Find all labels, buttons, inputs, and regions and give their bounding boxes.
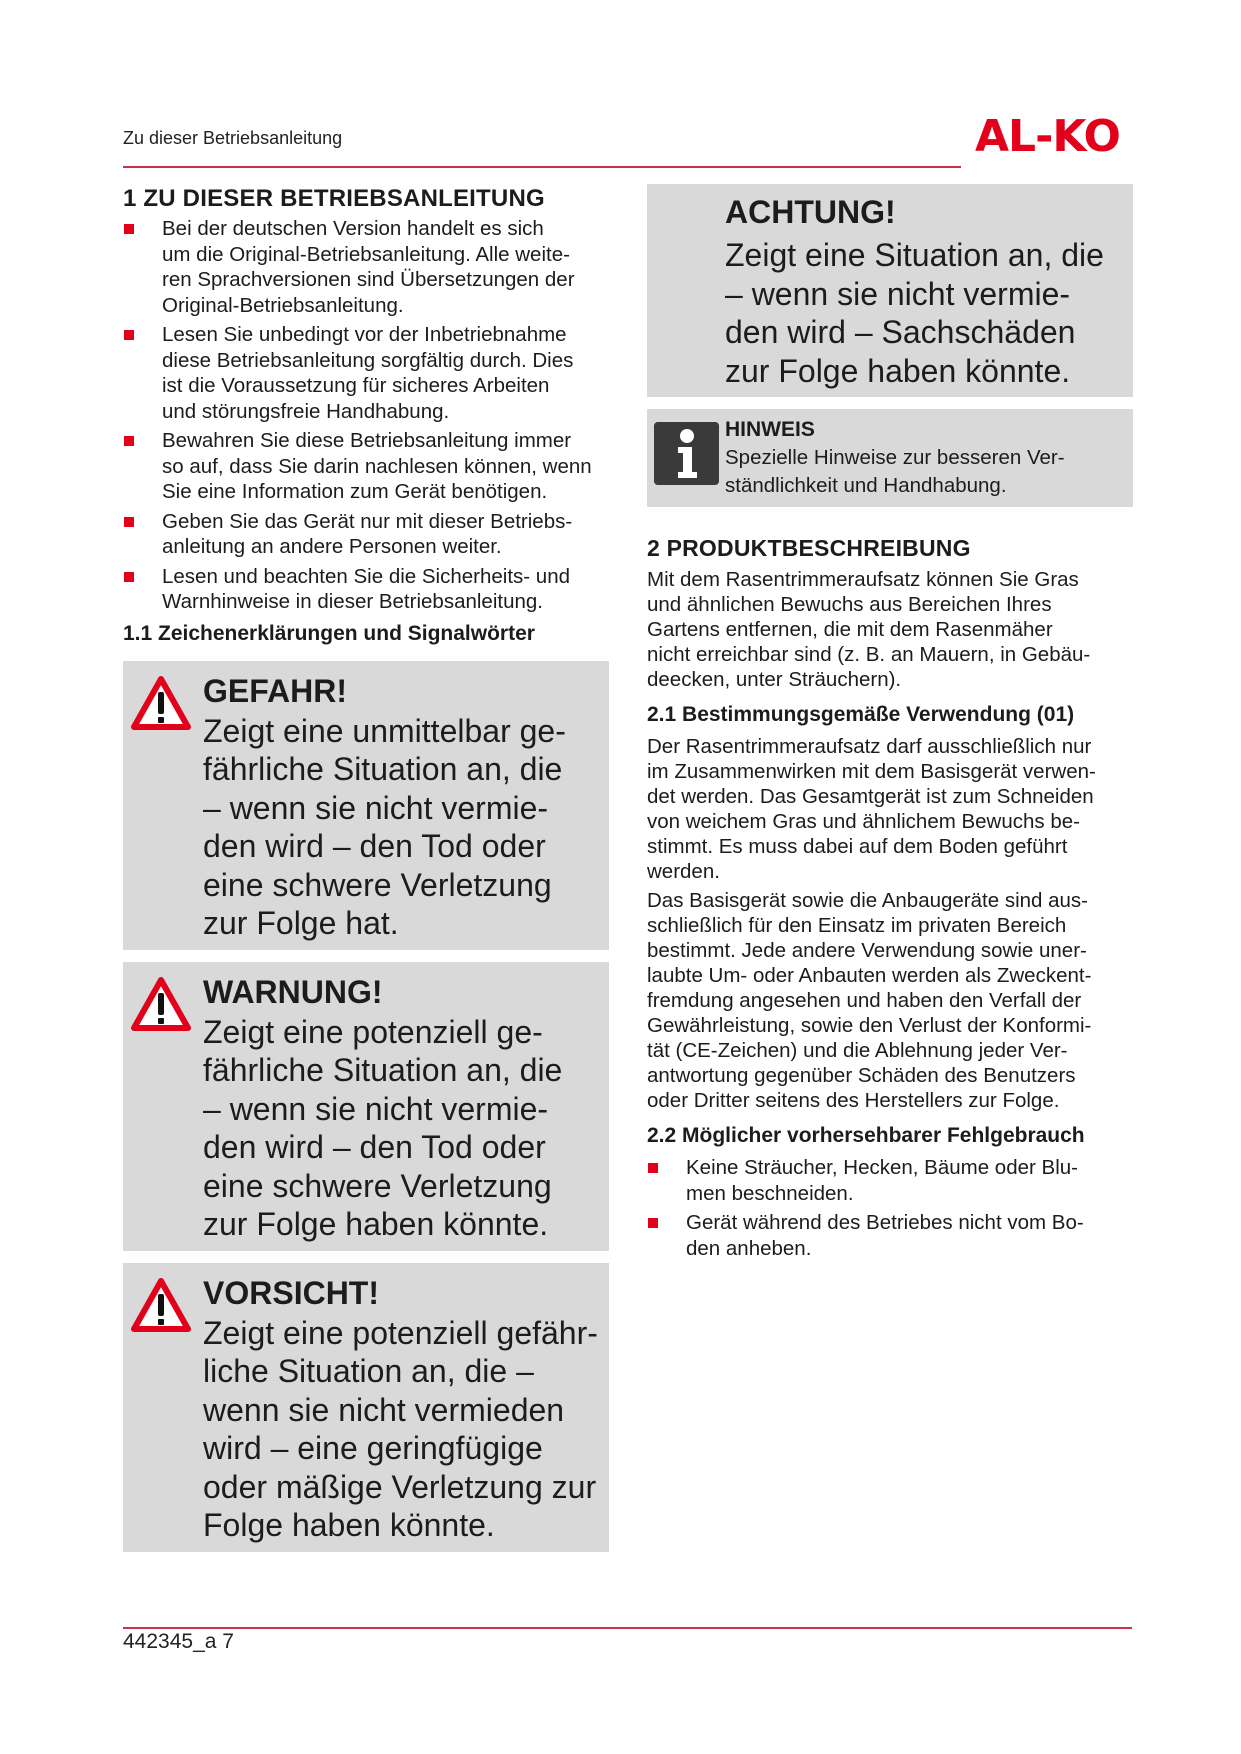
info-title: HINWEIS — [725, 418, 815, 441]
notice-box — [647, 184, 1133, 397]
line: so auf, dass Sie darin nachlesen können, wenn — [162, 454, 592, 478]
footer-rule — [123, 1627, 1132, 1629]
warning-triangle-icon — [130, 976, 192, 1032]
line: antwortung gegenüber Schäden des Benutzers — [647, 1064, 1076, 1087]
left-column — [123, 184, 609, 1552]
line: Sie eine Information zum Gerät benötigen. — [162, 480, 548, 503]
line: oder mäßige Verletzung zur — [203, 1468, 597, 1505]
right-column — [647, 184, 1133, 1265]
info-icon — [654, 422, 719, 485]
line: Gerät während des Betriebes nicht vom Bo- — [686, 1211, 1084, 1234]
line: ist die Voraussetzung für sicheres Arbeiten — [162, 374, 550, 397]
line: Lesen Sie unbedingt vor der Inbetriebnahme — [162, 323, 567, 346]
section-2-heading: 2 PRODUKTBESCHREIBUNG — [647, 535, 971, 561]
line: zur Folge hat. — [203, 905, 399, 941]
bullet-square-icon — [648, 1163, 658, 1173]
line: fährliche Situation an, die — [203, 1052, 563, 1088]
line: wenn sie nicht vermieden — [203, 1391, 565, 1428]
line: den anheben. — [686, 1236, 812, 1260]
section-1-bullets — [123, 216, 609, 615]
line: Original-Betriebsanleitung. — [162, 293, 404, 317]
line: Zeigt eine potenziell gefähr- — [203, 1314, 598, 1351]
line: nicht erreichbar sind (z. B. an Mauern, in Gebäu- — [647, 643, 1091, 666]
line: Keine Sträucher, Hecken, Bäume oder Blu- — [686, 1156, 1078, 1179]
line: stimmt. Es muss dabei auf dem Boden geführt — [647, 835, 1068, 858]
line: schließlich für den Einsatz im privaten Bereich — [647, 914, 1067, 937]
caution-box — [123, 1263, 609, 1552]
caution-text — [203, 1314, 599, 1545]
subsection-1-1-heading: 1.1 Zeichenerklärungen und Signalwörter — [123, 621, 535, 645]
line: und ähnlichen Bewuchs aus Bereichen Ihres — [647, 593, 1052, 616]
notice-title: ACHTUNG! — [725, 194, 896, 230]
line: Zeigt eine potenziell ge- — [203, 1013, 543, 1050]
line: und störungsfreie Handhabung. — [162, 399, 450, 423]
footer-page-id: 442345_a 7 — [123, 1630, 234, 1653]
line: Das Basisgerät sowie die Anbaugeräte sind aus- — [647, 889, 1089, 912]
line: werden. — [647, 860, 720, 883]
bullet-square-icon — [124, 572, 134, 582]
line: bestimmt. Jede andere Verwendung sowie uner- — [647, 939, 1087, 962]
line: zur Folge haben könnte. — [725, 352, 1071, 389]
warning-text — [203, 1013, 599, 1244]
bullet-square-icon — [124, 224, 134, 234]
danger-text — [203, 712, 599, 943]
bullet-square-icon — [124, 330, 134, 340]
line: ren Sprachversionen sind Übersetzungen der — [162, 268, 575, 291]
section-2-intro — [647, 567, 1133, 692]
line: ständlichkeit und Handhabung. — [725, 474, 1007, 497]
line: men beschneiden. — [686, 1181, 854, 1205]
line: im Zusammenwirken mit dem Basisgerät verwen- — [647, 760, 1096, 783]
line: det werden. Das Gesamtgerät ist zum Schneiden — [647, 785, 1094, 808]
line: deecken, unter Sträuchern). — [647, 668, 902, 691]
line: zur Folge haben könnte. — [203, 1206, 549, 1242]
subsection-2-1-paragraph-1 — [647, 734, 1133, 884]
bullet-square-icon — [124, 517, 134, 527]
subsection-2-1-paragraph-2 — [647, 888, 1133, 1113]
running-header: Zu dieser Betriebsanleitung — [123, 128, 343, 148]
header-rule — [123, 166, 961, 168]
line: Gartens entfernen, die mit dem Rasenmäher — [647, 618, 1053, 641]
line: den wird – den Tod oder — [203, 1129, 546, 1165]
line: – wenn sie nicht vermie- — [725, 275, 1071, 312]
list-item — [123, 564, 609, 615]
line: – wenn sie nicht vermie- — [203, 789, 549, 826]
line: Gewährleistung, sowie den Verlust der Konformi- — [647, 1014, 1092, 1037]
line: tät (CE-Zeichen) und die Ablehnung jeder Ver- — [647, 1039, 1068, 1062]
list-item — [123, 509, 609, 560]
line: eine schwere Verletzung — [203, 1167, 552, 1204]
danger-title: GEFAHR! — [203, 672, 347, 709]
line: Bei der deutschen Version handelt es sich — [162, 217, 544, 240]
line: von weichem Gras und ähnlichem Bewuchs be- — [647, 810, 1080, 833]
list-item — [123, 322, 609, 424]
warning-triangle-icon — [130, 1277, 192, 1333]
alko-logo: AL-KO — [975, 111, 1120, 162]
warning-title: WARNUNG! — [203, 973, 383, 1010]
line: laubte Um- oder Anbauten werden als Zweckent- — [647, 964, 1092, 987]
line: diese Betriebsanleitung sorgfältig durch. Dies — [162, 348, 574, 372]
list-item — [647, 1155, 1133, 1206]
line: Geben Sie das Gerät nur mit dieser Betriebs- — [162, 509, 573, 533]
line: fährliche Situation an, die — [203, 751, 563, 787]
line: fremdung angesehen und haben den Verfall der — [647, 989, 1082, 1012]
warning-triangle-icon — [130, 675, 192, 731]
line: Zeigt eine unmittelbar ge- — [203, 712, 566, 749]
list-item — [123, 428, 609, 505]
bullet-square-icon — [124, 436, 134, 446]
list-item — [647, 1210, 1133, 1261]
subsection-2-1-heading: 2.1 Bestimmungsgemäße Verwendung (01) — [647, 703, 1075, 726]
info-box — [647, 409, 1133, 507]
line: den wird – Sachschäden — [725, 314, 1076, 350]
line: liche Situation an, die – — [203, 1353, 534, 1389]
line: Spezielle Hinweise zur besseren Ver- — [725, 446, 1065, 469]
line: wird – eine geringfügige — [203, 1430, 543, 1466]
warning-box — [123, 962, 609, 1251]
section-1-heading: 1 ZU DIESER BETRIEBSANLEITUNG — [123, 185, 545, 212]
line: Warnhinweise in dieser Betriebsanleitung. — [162, 590, 543, 613]
subsection-2-2-bullets — [647, 1155, 1133, 1261]
info-text — [725, 444, 1119, 500]
line: – wenn sie nicht vermie- — [203, 1090, 549, 1127]
caution-title: VORSICHT! — [203, 1274, 379, 1311]
line: eine schwere Verletzung — [203, 866, 552, 903]
line: Der Rasentrimmeraufsatz darf ausschließlich nur — [647, 735, 1092, 758]
line: Folge haben könnte. — [203, 1507, 495, 1543]
list-item — [123, 216, 609, 318]
line: Bewahren Sie diese Betriebsanleitung immer — [162, 429, 572, 452]
line: oder Dritter seitens des Herstellers zur Folge. — [647, 1089, 1060, 1112]
line: Lesen und beachten Sie die Sicherheits- und — [162, 564, 571, 588]
notice-text — [725, 236, 1123, 390]
bullet-square-icon — [648, 1218, 658, 1228]
line: Zeigt eine Situation an, die — [725, 237, 1104, 273]
subsection-2-2-heading: 2.2 Möglicher vorhersehbarer Fehlgebrauch — [647, 1124, 1085, 1147]
danger-box — [123, 661, 609, 950]
line: Mit dem Rasentrimmeraufsatz können Sie Gras — [647, 568, 1079, 591]
line: anleitung an andere Personen weiter. — [162, 535, 502, 558]
line: um die Original-Betriebsanleitung. Alle weite- — [162, 242, 570, 266]
line: den wird – den Tod oder — [203, 828, 546, 864]
